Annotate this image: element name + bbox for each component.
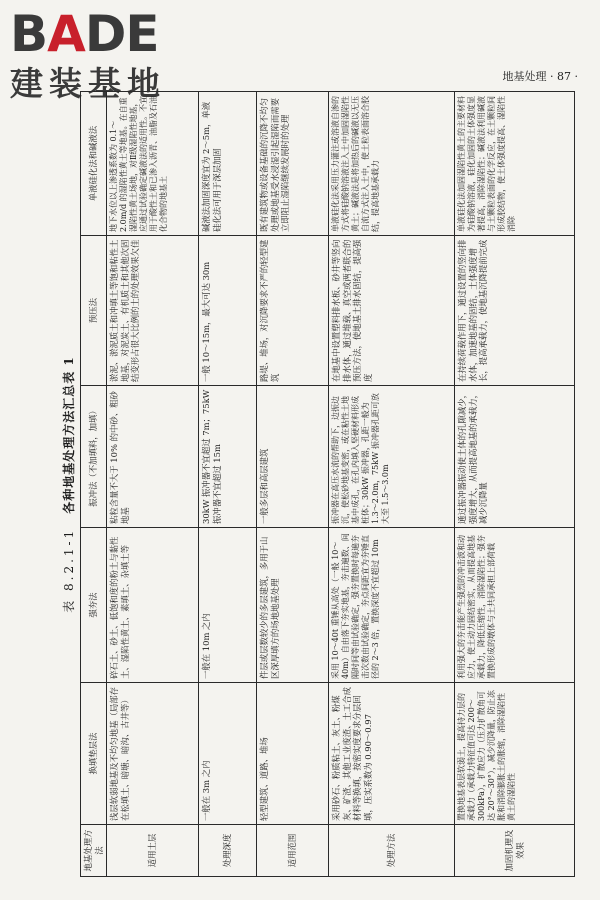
table-cell: 振冲器在高压水流的帮助下，边振边沉，使松砂地基变密，或在粘性土地基中成孔，在孔内填入坚硬材料形成桩体；30kW 振冲器，孔距一般为 1.3～2.0m，75kW 振冲器孔距可放大至 1.5～3.0m [329, 386, 455, 528]
table-number: 表 8.2.1-1 [62, 527, 76, 613]
header-cell: 预压法 [81, 236, 107, 386]
logo-chinese-text: 建装基地 [10, 64, 166, 103]
table-cell: 粘粒含量不大于 10% 的中砂、粗砂地基 [107, 386, 199, 528]
table-cell: 淤泥、淤泥质土和冲填土等饱和粘性土地基，对泥炭土、有机质土和其他次固结变形占很大比例的土的处理效果欠佳 [107, 236, 199, 386]
table-cell: 既有建筑物或设备基础的沉降不均匀处理或地基受水浸湿引起湿陷而需要立即阻止湿陷继续发展时的处理 [257, 92, 329, 236]
row-label: 适用土层 [107, 825, 199, 877]
table-cell: 在地基中设置塑料排水板、砂井等竖向排水体，通过堆载、真空或两者联合的预压方法，使地基土排水固结，提高强度 [329, 236, 455, 386]
table-cell: 单液硅化法采用压力灌注或溶液自渗的方式将硅酸钠溶液注入土中加固湿陷性黄土；碱液法是将加热后的碱液以无压自流方式注入土中，使土粒表面溶合胶结，提高地基承载力 [329, 92, 455, 236]
header-cell: 强夯法 [81, 528, 107, 683]
table-row [199, 92, 257, 877]
table-title: 各种地基处理方法汇总表 1 [62, 356, 76, 514]
table-cell: 采用 10～40t 重锤从高处（一般 10～40m）自由落下夯实地基，夯击遍数、间隔时间等由试验确定，强夯置换时每遍夯击次数由试验确定，夯点间距宜为夯锤直径的 2～3 倍，置换深度不宜超过 10m [329, 528, 455, 683]
table-cell: 通过振冲器振动使土体的孔隙减少，强度增大，从而提高地基的承载力，减少沉降量 [455, 386, 575, 528]
ground-treatment-summary-table [80, 91, 575, 877]
table-row [257, 92, 329, 877]
header-cell: 换填垫层法 [81, 683, 107, 825]
table-caption [58, 92, 80, 877]
table-cell: 一般在 10m 之内 [199, 528, 257, 683]
table-cell: 路堤、堆场，对沉降要求不严的轻型建筑 [257, 236, 329, 386]
row-label: 加固机理及效果 [455, 825, 575, 877]
table-row [329, 92, 455, 877]
table-cell: 浅层软弱地基及不均匀地基（局部存在松填土、暗塘、暗沟、古井等） [107, 683, 199, 825]
table-cell: 地下水位以上渗透系数为 0.1～2.0m/d 的湿陷性黄土等地基。在自重湿陷性黄土场地，对Ⅱ级湿陷性地基，应通过试验确定碱液法的适用性。不宜用于酸性土和已渗入沥青、油脂及石油化合物的地基土 [107, 92, 199, 236]
table-cell: 置换地基表层软弱土，提高持力层的承载力（承载力特征值可达 200～300kPa），扩散应力（压力扩散角可达 20°～30°），减少沉降量，防止冻胀和消除膨胀土的胀缩，消除湿陷性黄土的湿陷性 [455, 683, 575, 825]
table-cell: 轻型建筑、道路、堆场 [257, 683, 329, 825]
table-cell: 利用强大的夯击能产生强烈的冲击波和动应力，使土动力固结密实，从而提高地基承载力，降低压缩性，消除湿陷性；强夯置换形成的墩体与土共同承担上部荷载 [455, 528, 575, 683]
table-cell: 件层或层数较少的多层建筑，多用于山区深厚填方的场地地基处理 [257, 528, 329, 683]
header-cell: 单液硅化法和碱液法 [81, 92, 107, 236]
table-cell: 一般在 3m 之内 [199, 683, 257, 825]
running-head: 地基处理 · 87 · [502, 70, 578, 83]
rotated-table-page [58, 92, 573, 877]
header-cell: 地基处理方法 [81, 825, 107, 877]
table-cell: 30kW 振冲器不宜超过 7m；75kW 振冲器不宜超过 15m [199, 386, 257, 528]
header-cell: 振冲法（不加填料，加填） [81, 386, 107, 528]
header-row [81, 92, 107, 877]
row-label: 处理方法 [329, 825, 455, 877]
table-cell: 在持续荷载作用下，通过设置的竖向排水体，加速地基的固结，土体强度增长，提高承载力，使地基沉降提前完成 [455, 236, 575, 386]
logo-wordmark: BADE [10, 5, 159, 63]
table-cell: 采用砂石、粉质粘土、灰土、粉煤灰、矿渣、其他工业废渣、土工合成材料等换填，按密实度要求分层回填，压实系数为 0.90～0.97 [329, 683, 455, 825]
table-cell: 一般 10～15m，最大可达 30m [199, 236, 257, 386]
table-cell: 碱液法加固深度宜为 2～5m，单液硅化法可用于深层加固 [199, 92, 257, 236]
table-cell: 一般多层和高层建筑 [257, 386, 329, 528]
row-label: 适用范围 [257, 825, 329, 877]
table-cell: 单液硅化法加固湿陷性黄土的主要材料为硅酸钠溶液，硅化加固的土体强度显著提高，消除湿陷性；碱液法利用碱液与土颗粒表面的化学反应，在土颗粒间形成胶结物，使土体强度提高、湿陷性消除 [455, 92, 575, 236]
table-row [455, 92, 575, 877]
row-label: 处理深度 [199, 825, 257, 877]
table-row [107, 92, 199, 877]
table-cell: 碎石土、砂土、低饱和度的粉土与黏性土、湿陷性黄土、素填土、杂填土等 [107, 528, 199, 683]
